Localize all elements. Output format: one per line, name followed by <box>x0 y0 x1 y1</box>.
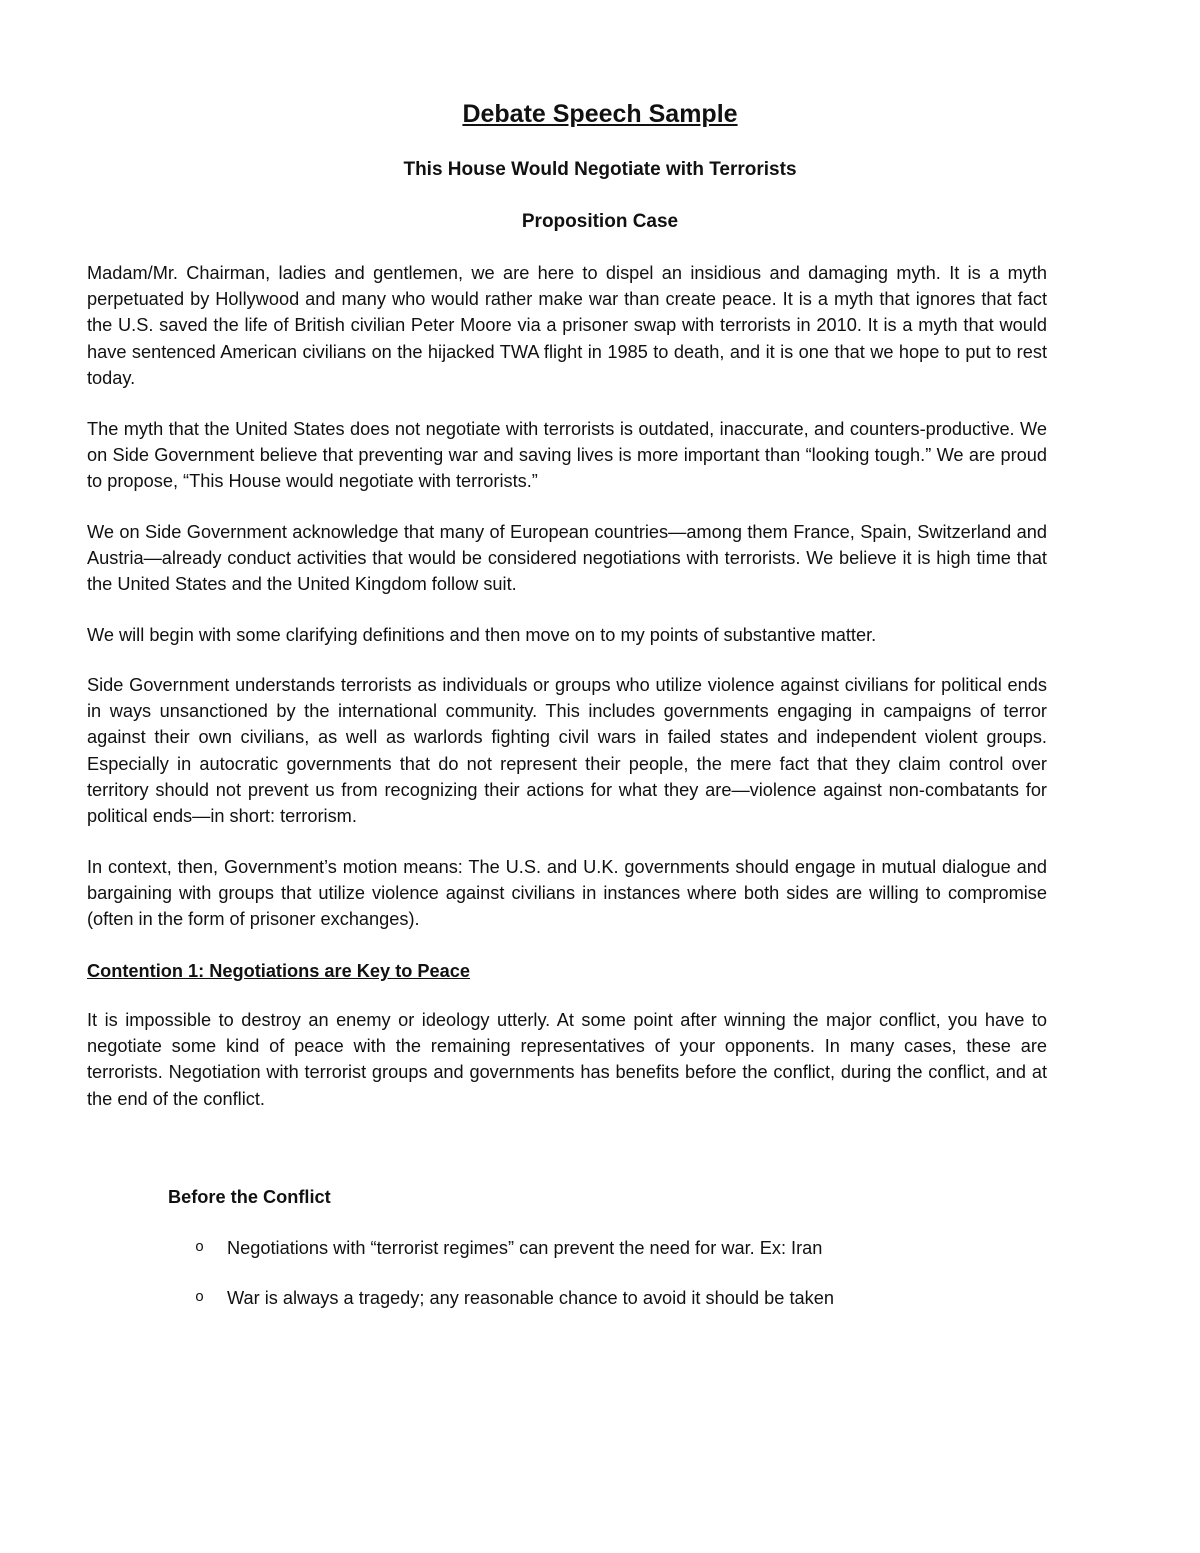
bullet-marker: o <box>195 1239 205 1256</box>
document-title: Debate Speech Sample <box>462 100 738 128</box>
bullet-text: Negotiations with “terrorist regimes” can prevent the need for war. Ex: Iran <box>227 1238 823 1258</box>
bullet-text: War is always a tragedy; any reasonable chance to avoid it should be taken <box>227 1288 834 1308</box>
paragraph-myth: The myth that the United States does not negotiate with terrorists is outdated, inaccurate, and counters-productive. We on Side Government believe that preventing war and saving lives is more important than “looking tough.” We are proud to propose, “This House would negotiate with terrorists.” <box>87 419 1047 492</box>
case-heading: Proposition Case <box>521 211 679 232</box>
paragraph-terrorist-definition: Side Government understands terrorists as individuals or groups who utilize violence against civilians for political ends in ways unsanctioned by the international community. This includes governments engaging in campaigns of terror against their own civilians, as well as warlords fighting civil wars in failed states and independent violent groups. Especially in autocratic governments that do not represent their people, the mere fact that they claim control over territory should not prevent us from recognizing their actions for what they are—violence against non-combatants for political ends—in short: terrorism. <box>87 675 1047 827</box>
paragraph-motion-meaning: In context, then, Government’s motion means: The U.S. and U.K. governments should engage in mutual dialogue and bargaining with groups that utilize violence against civilians in instances where both sides are willing to compromise (often in the form of prisoner exchanges). <box>87 857 1047 930</box>
motion-heading: This House Would Negotiate with Terrorists <box>403 159 797 180</box>
contention-heading: Contention 1: Negotiations are Key to Peace <box>87 961 471 981</box>
paragraph-contention: It is impossible to destroy an enemy or ideology utterly. At some point after winning the major conflict, you have to negotiate some kind of peace with the remaining representatives of your opponents. In many cases, these are terrorists. Negotiation with terrorist groups and governments has benefits before the conflict, during the conflict, and at the end of the conflict. <box>87 1010 1047 1109</box>
section-heading-before-conflict: Before the Conflict <box>168 1187 331 1207</box>
paragraph-european-countries: We on Side Government acknowledge that many of European countries—among them France, Spain, Switzerland and Austria—already conduct activities that would be considered negotiations with terrorists. We believe it is high time that the United States and the United Kingdom follow suit. <box>87 522 1047 595</box>
paragraph-definitions-intro: We will begin with some clarifying definitions and then move on to my points of substantive matter. <box>87 625 877 645</box>
paragraph-introduction: Madam/Mr. Chairman, ladies and gentlemen, we are here to dispel an insidious and damaging myth. It is a myth perpetuated by Hollywood and many who would rather make war than create peace. It is a myth that ignores that fact the U.S. saved the life of British civilian Peter Moore via a prisoner swap with terrorists in 2010. It is a myth that would have sentenced American civilians on the hijacked TWA flight in 1985 to death, and it is one that we hope to put to rest today. <box>87 263 1047 388</box>
bullet-marker: o <box>195 1289 205 1306</box>
